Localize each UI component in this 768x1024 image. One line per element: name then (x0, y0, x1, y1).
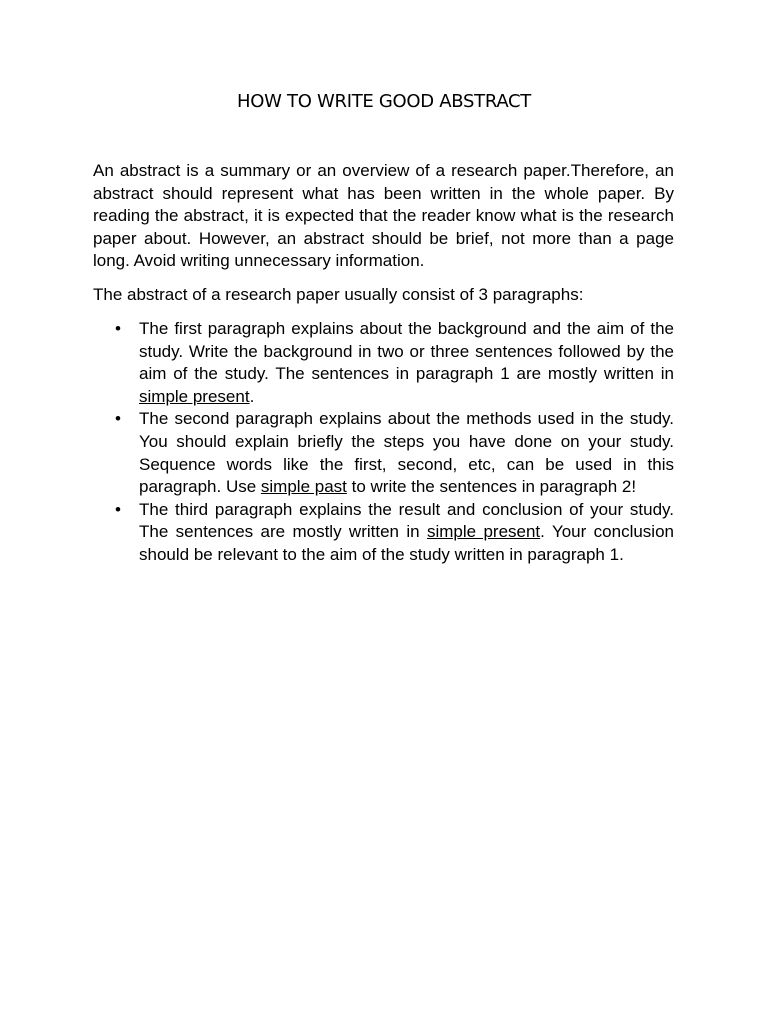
underlined-term: simple past (260, 477, 347, 497)
intro-paragraph: An abstract is a summary or an overview of a research paper.Therefore, an abstract should represent what has been written in the whole paper. By reading the abstract, it is expected that the reader know what is the research paper about. However, an abstract should be brief, not more than a page long. Avoid writing unnecessary information. (93, 161, 674, 271)
paragraph-list (93, 318, 674, 567)
list-item (93, 499, 674, 567)
list-item-text-end: . (249, 386, 255, 406)
list-item-text-end: . Your conclusion should be relevant to the aim of the study written in paragraph 1. (139, 522, 674, 564)
list-item-text: The third paragraph explains the result and conclusion of your study. The sentences are mostly written in (139, 499, 674, 542)
underlined-term: simple present (426, 522, 541, 542)
list-item-text-end: to write the sentences in paragraph 2! (346, 477, 637, 497)
underlined-term: simple present (139, 386, 250, 406)
bullet-icon: • (115, 409, 121, 429)
list-item (93, 408, 674, 498)
bullet-icon: • (115, 319, 121, 338)
list-item-text: The first paragraph explains about the background and the aim of the study. Write the background in two or three sentences followed by the aim of the study. The sentences in paragraph 1 are mostly written in (139, 319, 674, 384)
document-title: HOW TO WRITE GOOD ABSTRACT (237, 91, 531, 112)
bullet-icon: • (115, 499, 121, 519)
list-item-text: The second paragraph explains about the methods used in the study. You should explain briefly the steps you have done on your study. Sequence words like the first, second, etc, can be used in this paragraph. Use (139, 409, 674, 497)
list-item (93, 318, 674, 408)
lead-paragraph: The abstract of a research paper usually consist of 3 paragraphs: (93, 285, 584, 304)
